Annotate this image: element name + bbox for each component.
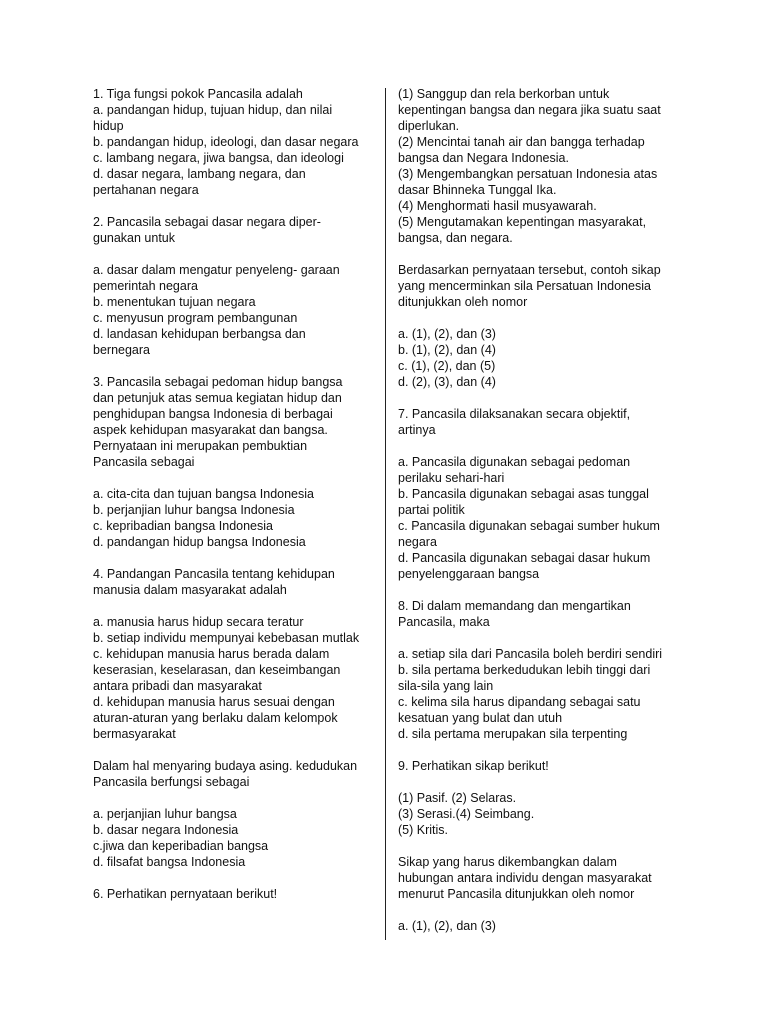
blank-line: [398, 902, 678, 918]
blank-line: [398, 390, 678, 406]
text-line: keserasian, keselarasan, dan keseimbangan: [93, 663, 341, 677]
text-line: gunakan untuk: [93, 231, 176, 245]
text-line: antara pribadi dan masyarakat: [93, 679, 262, 693]
text-line: manusia dalam masyarakat adalah: [93, 583, 287, 597]
text-line: 8. Di dalam memandang dan mengartikan: [398, 599, 631, 613]
text-line: (1) Sanggup dan rela berkorban untuk: [398, 87, 610, 101]
text-line: hidup: [93, 119, 124, 133]
text-line: menurut Pancasila ditunjukkan oleh nomor: [398, 887, 635, 901]
text-line: a. perjanjian luhur bangsa: [93, 807, 237, 821]
text-line: 6. Perhatikan pernyataan berikut!: [93, 887, 278, 901]
text-line: Berdasarkan pernyataan tersebut, contoh sikap: [398, 263, 661, 277]
blank-line: [93, 742, 378, 758]
text-line: pemerintah negara: [93, 279, 198, 293]
text-line: 2. Pancasila sebagai dasar negara diper-: [93, 215, 321, 229]
text-line: c. lambang negara, jiwa bangsa, dan ideologi: [93, 151, 344, 165]
text-line: d. Pancasila digunakan sebagai dasar hukum: [398, 551, 651, 565]
text-line: a. manusia harus hidup secara teratur: [93, 615, 304, 629]
text-line: d. pandangan hidup bangsa Indonesia: [93, 535, 306, 549]
text-line: d. landasan kehidupan berbangsa dan: [93, 327, 306, 341]
blank-line: [93, 246, 378, 262]
text-line: partai politik: [398, 503, 465, 517]
text-line: pertahanan negara: [93, 183, 199, 197]
blank-line: [398, 838, 678, 854]
text-line: 1. Tiga fungsi pokok Pancasila adalah: [93, 87, 303, 101]
text-line: kepentingan bangsa dan negara jika suatu saat: [398, 103, 661, 117]
text-line: Pancasila sebagai: [93, 455, 195, 469]
column-divider: [385, 88, 386, 940]
text-line: b. (1), (2), dan (4): [398, 343, 496, 357]
text-line: Dalam hal menyaring budaya asing. kedudukan: [93, 759, 358, 773]
blank-line: [93, 470, 378, 486]
text-line: (4) Menghormati hasil musyawarah.: [398, 199, 597, 213]
text-line: b. menentukan tujuan negara: [93, 295, 256, 309]
text-line: bangsa, dan negara.: [398, 231, 513, 245]
text-line: hubungan antara individu dengan masyarakat: [398, 871, 652, 885]
text-line: c. menyusun program pembangunan: [93, 311, 298, 325]
text-line: a. setiap sila dari Pancasila boleh berdiri sendiri: [398, 647, 663, 661]
text-line: c. (1), (2), dan (5): [398, 359, 496, 373]
blank-line: [398, 438, 678, 454]
text-line: a. cita-cita dan tujuan bangsa Indonesia: [93, 487, 314, 501]
text-line: d. kehidupan manusia harus sesuai dengan: [93, 695, 335, 709]
text-line: d. dasar negara, lambang negara, dan: [93, 167, 306, 181]
text-line: b. pandangan hidup, ideologi, dan dasar negara: [93, 135, 359, 149]
blank-line: [93, 870, 378, 886]
text-line: d. sila pertama merupakan sila terpenting: [398, 727, 628, 741]
text-line: bernegara: [93, 343, 150, 357]
text-line: b. sila pertama berkedudukan lebih tinggi dari: [398, 663, 651, 677]
blank-line: [398, 582, 678, 598]
left-column: [93, 86, 378, 902]
text-line: c. kepribadian bangsa Indonesia: [93, 519, 273, 533]
text-line: (2) Mencintai tanah air dan bangga terhadap: [398, 135, 645, 149]
text-line: perilaku sehari-hari: [398, 471, 505, 485]
text-line: 7. Pancasila dilaksanakan secara objektif,: [398, 407, 631, 421]
blank-line: [93, 358, 378, 374]
text-line: aturan-aturan yang berlaku dalam kelompok: [93, 711, 338, 725]
text-line: bangsa dan Negara Indonesia.: [398, 151, 569, 165]
text-line: negara: [398, 535, 437, 549]
text-line: dasar Bhinneka Tunggal Ika.: [398, 183, 557, 197]
text-line: Pernyataan ini merupakan pembuktian: [93, 439, 308, 453]
blank-line: [398, 310, 678, 326]
text-line: b. Pancasila digunakan sebagai asas tunggal: [398, 487, 649, 501]
text-line: b. setiap individu mempunyai kebebasan mutlak: [93, 631, 360, 645]
text-line: 4. Pandangan Pancasila tentang kehidupan: [93, 567, 335, 581]
text-line: a. (1), (2), dan (3): [398, 327, 496, 341]
text-line: (5) Kritis.: [398, 823, 448, 837]
text-line: b. dasar negara Indonesia: [93, 823, 239, 837]
text-line: kesatuan yang bulat dan utuh: [398, 711, 563, 725]
text-line: penghidupan bangsa Indonesia di berbagai: [93, 407, 333, 421]
text-line: aspek kehidupan masyarakat dan bangsa.: [93, 423, 328, 437]
text-line: 3. Pancasila sebagai pedoman hidup bangsa: [93, 375, 343, 389]
text-line: c. Pancasila digunakan sebagai sumber hukum: [398, 519, 660, 533]
text-line: a. (1), (2), dan (3): [398, 919, 496, 933]
text-line: penyelenggaraan bangsa: [398, 567, 540, 581]
blank-line: [398, 246, 678, 262]
text-line: (3) Serasi.(4) Seimbang.: [398, 807, 535, 821]
text-line: c.jiwa dan keperibadian bangsa: [93, 839, 269, 853]
text-line: a. dasar dalam mengatur penyeleng- garaan: [93, 263, 340, 277]
text-line: a. pandangan hidup, tujuan hidup, dan nilai: [93, 103, 333, 117]
text-line: artinya: [398, 423, 436, 437]
text-line: Pancasila berfungsi sebagai: [93, 775, 250, 789]
text-line: (3) Mengembangkan persatuan Indonesia atas: [398, 167, 658, 181]
text-line: sila-sila yang lain: [398, 679, 494, 693]
blank-line: [93, 550, 378, 566]
right-column: [398, 86, 678, 934]
text-line: b. perjanjian luhur bangsa Indonesia: [93, 503, 295, 517]
text-line: c. kehidupan manusia harus berada dalam: [93, 647, 330, 661]
text-line: bermasyarakat: [93, 727, 176, 741]
text-line: dan petunjuk atas semua kegiatan hidup dan: [93, 391, 342, 405]
text-line: ditunjukkan oleh nomor: [398, 295, 528, 309]
blank-line: [398, 774, 678, 790]
text-line: diperlukan.: [398, 119, 460, 133]
text-line: d. filsafat bangsa Indonesia: [93, 855, 246, 869]
text-line: 9. Perhatikan sikap berikut!: [398, 759, 549, 773]
text-line: c. kelima sila harus dipandang sebagai satu: [398, 695, 641, 709]
blank-line: [398, 630, 678, 646]
text-line: d. (2), (3), dan (4): [398, 375, 496, 389]
text-line: (5) Mengutamakan kepentingan masyarakat,: [398, 215, 647, 229]
text-line: a. Pancasila digunakan sebagai pedoman: [398, 455, 631, 469]
text-line: Pancasila, maka: [398, 615, 490, 629]
blank-line: [93, 198, 378, 214]
text-line: Sikap yang harus dikembangkan dalam: [398, 855, 617, 869]
text-line: yang mencerminkan sila Persatuan Indonesia: [398, 279, 651, 293]
blank-line: [398, 742, 678, 758]
blank-line: [93, 790, 378, 806]
blank-line: [93, 598, 378, 614]
text-line: (1) Pasif. (2) Selaras.: [398, 791, 517, 805]
